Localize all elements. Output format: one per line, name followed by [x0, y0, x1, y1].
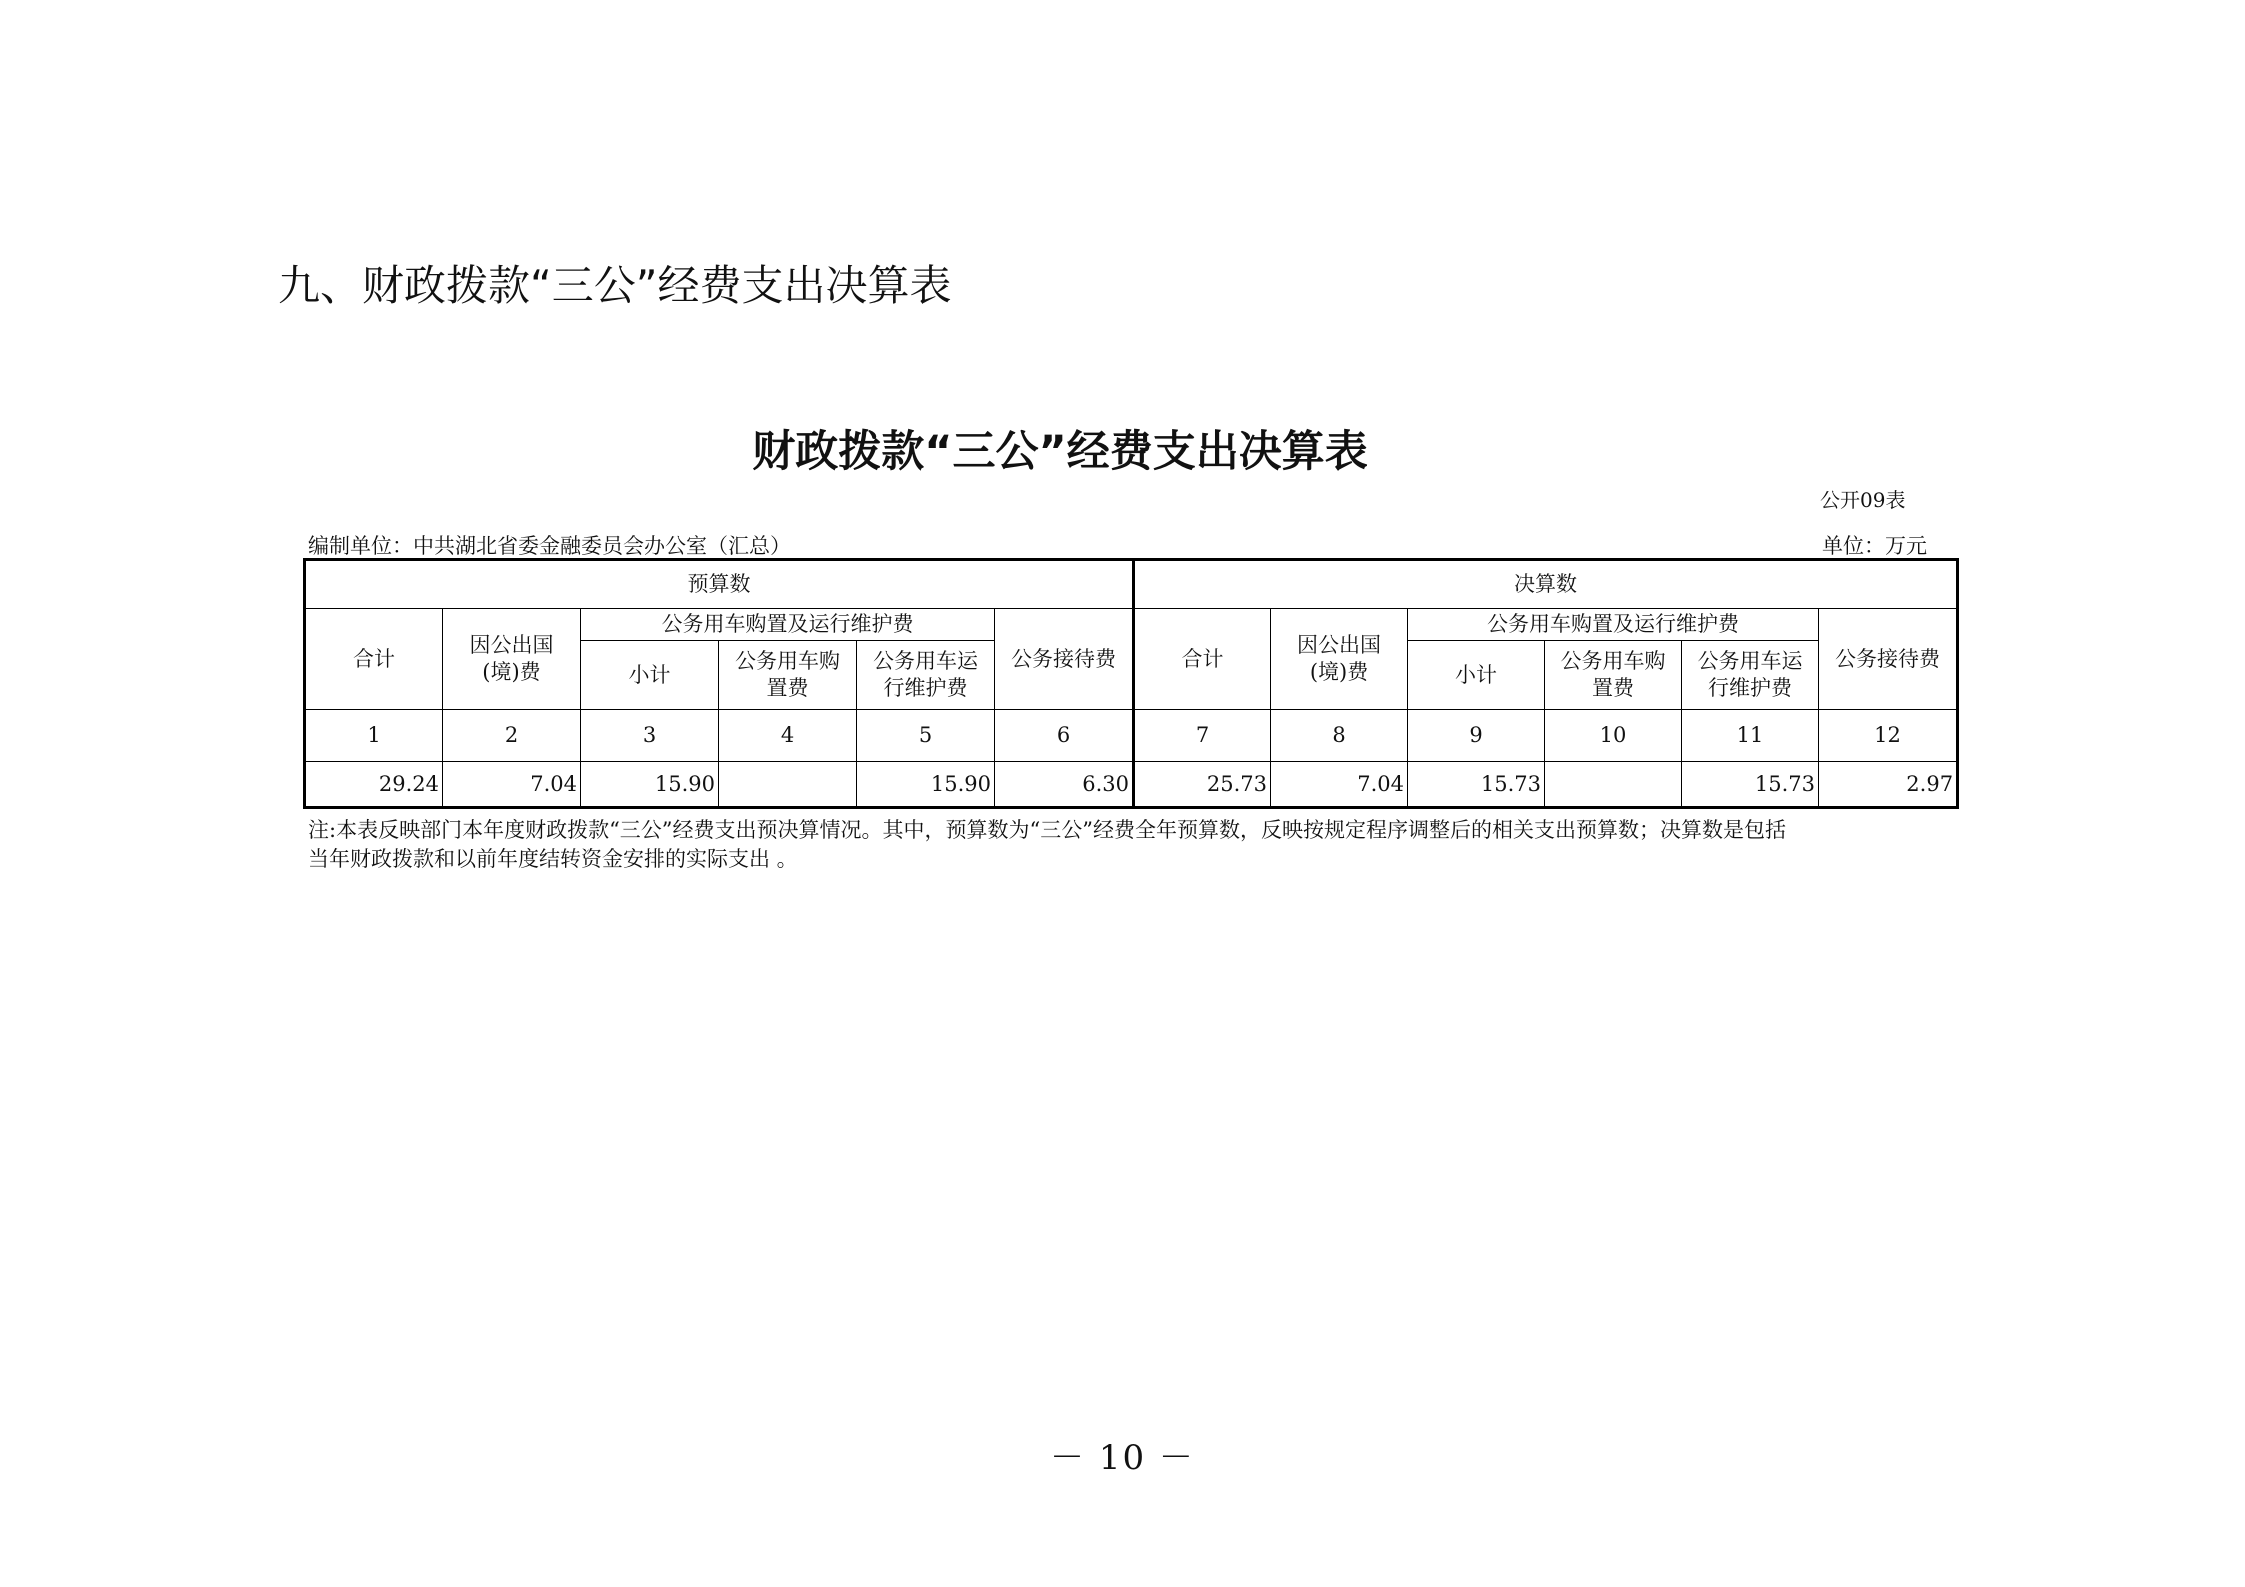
budget-reception-header: 公务接待费 — [995, 609, 1134, 710]
final-abroad-header: 因公出国 (境)费 — [1271, 609, 1408, 710]
section-heading: 九、财政拨款“三公”经费支出决算表 — [278, 261, 952, 310]
budget-reception-value: 6.30 — [995, 762, 1134, 808]
final-operation-value: 15.73 — [1682, 762, 1819, 808]
final-vehicle-group-header: 公务用车购置及运行维护费 — [1408, 609, 1819, 641]
column-number: 1 — [305, 710, 443, 762]
group-header-row — [305, 560, 1958, 609]
column-number: 6 — [995, 710, 1134, 762]
budget-total-value: 29.24 — [305, 762, 443, 808]
budget-purchase-value — [719, 762, 857, 808]
final-subtotal-value: 15.73 — [1408, 762, 1545, 808]
currency-unit: 单位：万元 — [1822, 534, 1927, 558]
column-number: 5 — [857, 710, 995, 762]
final-purchase-header: 公务用车购 置费 — [1545, 641, 1682, 710]
form-code: 公开09表 — [1820, 488, 1906, 512]
column-number: 11 — [1682, 710, 1819, 762]
final-subtotal-header: 小计 — [1408, 641, 1545, 710]
final-reception-value: 2.97 — [1819, 762, 1958, 808]
column-number: 2 — [443, 710, 581, 762]
budget-purchase-header: 公务用车购 置费 — [719, 641, 857, 710]
column-number: 4 — [719, 710, 857, 762]
budget-total-header: 合计 — [305, 609, 443, 710]
column-number: 9 — [1408, 710, 1545, 762]
final-abroad-value: 7.04 — [1271, 762, 1408, 808]
column-number: 10 — [1545, 710, 1682, 762]
note-line: 当年财政拨款和以前年度结转资金安排的实际支出 。 — [308, 847, 798, 871]
table-title: 财政拨款“三公”经费支出决算表 — [752, 427, 1368, 477]
note-line: 注:本表反映部门本年度财政拨款“三公”经费支出预决算情况。其中，预算数为“三公”经费全年预算数，反映按规定程序调整后的相关支出预算数；决算数是包括 — [308, 818, 1787, 842]
budget-operation-value: 15.90 — [857, 762, 995, 808]
compiling-unit: 编制单位：中共湖北省委金融委员会办公室（汇总） — [308, 534, 791, 558]
budget-group-header: 预算数 — [305, 560, 1134, 609]
final-operation-header: 公务用车运 行维护费 — [1682, 641, 1819, 710]
budget-abroad-value: 7.04 — [443, 762, 581, 808]
three-public-expenses-table — [303, 558, 1959, 809]
final-total-value: 25.73 — [1134, 762, 1271, 808]
budget-abroad-header: 因公出国 (境)费 — [443, 609, 581, 710]
budget-subtotal-value: 15.90 — [581, 762, 719, 808]
final-total-header: 合计 — [1134, 609, 1271, 710]
value-row — [305, 762, 1958, 808]
column-number: 7 — [1134, 710, 1271, 762]
final-group-header: 决算数 — [1134, 560, 1958, 609]
table-note — [308, 816, 1948, 874]
final-reception-header: 公务接待费 — [1819, 609, 1958, 710]
budget-vehicle-group-header: 公务用车购置及运行维护费 — [581, 609, 995, 641]
final-purchase-value — [1545, 762, 1682, 808]
column-number: 12 — [1819, 710, 1958, 762]
column-header-row — [305, 609, 1958, 641]
column-number-row — [305, 710, 1958, 762]
budget-operation-header: 公务用车运 行维护费 — [857, 641, 995, 710]
budget-subtotal-header: 小计 — [581, 641, 719, 710]
page-number: － 10 － — [1050, 1438, 1195, 1478]
column-number: 8 — [1271, 710, 1408, 762]
column-number: 3 — [581, 710, 719, 762]
